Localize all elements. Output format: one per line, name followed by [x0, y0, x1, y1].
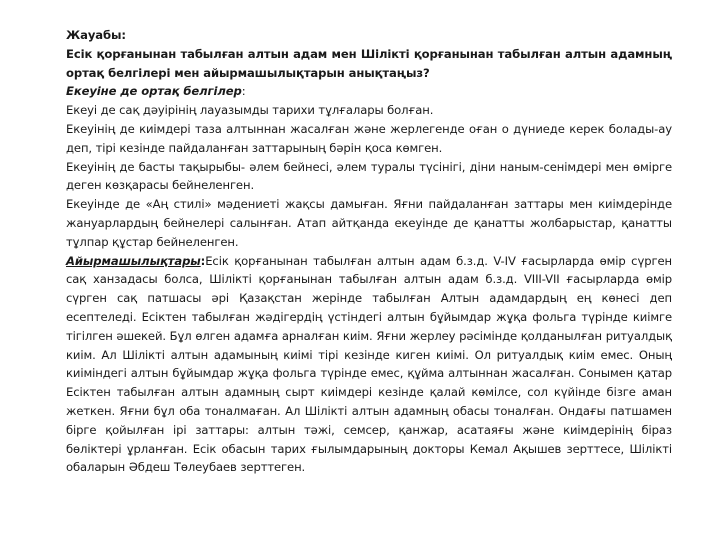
document-page — [66, 26, 672, 477]
common-heading-line — [66, 82, 672, 101]
common-paragraph: Екеуінде де «Аң стилі» мәдениеті жақсы дамыған. Яғни пайдаланған заттары мен киімдерінде жануарлардың бейнелері салынған. Атап айтқанда екеуінде де қанатты жолбарыстар, қанатты тұлпар құстар бейнеленген. — [66, 197, 672, 249]
differences-heading-colon: : — [200, 253, 206, 268]
question: Есік қорғанынан табылған алтын адам мен Шілікті қорғанынан табылған алтын адамның ортақ белгілері мен айырмашылықтарын анықтаңыз? — [66, 46, 672, 80]
answer-label: Жауабы: — [66, 28, 126, 42]
common-paragraph: Екеуінің де киімдері таза алтыннан жасалған және жерлегенде оған о дүниеде керек болады-ау деп, тірі кезінде пайдаланған заттарының бәрін қоса көмген. — [66, 121, 672, 155]
differences-paragraph — [66, 252, 672, 478]
common-heading-colon: : — [241, 84, 246, 99]
common-paragraph: Екеуі де сақ дәуірінің лауазымды тарихи тұлғалары болған. — [66, 103, 434, 118]
differences-heading: Айырмашылықтары — [66, 253, 201, 268]
differences-text: Есік қорғанынан табылған алтын адам б.з.д. V-IV ғасырларда өмір сүрген сақ ханзадасы болса, Шілікті қорғанынан табылған алтын адам б.з.д. VIII-VII ғасырларда өмір сүрген сақ патшасы әрі Қазақстан жерінде табылған Алтын адамдардың ең көнесі деп есептеледі. Есіктен табылған жәдігердің үстіндегі алтын бұйымдар жұқа фольга түрінде киімге тігілген әшекей. Бұл өлген адамға арналған киім. Яғни жерлеу рәсімінде қолданылған ритуалдық киім. Ал Шілікті алтын адамының киімі тірі кезінде киген киімі. Ол ритуалдық киім емес. Оның киіміндегі алтын бұйымдар жұқа фольга түрінде емес, құйма алтыннан жасалған. Сонымен қатар Есіктен табылған алтын адамның сырт киімдері кезінде қалай көмілсе, сол күйінде бізге аман жеткен. Яғни бұл оба тоналмаған. Ал Шілікті алтын адамның обасы тоналған. Ондағы патшамен бірге қойылған ірі заттары: алтын тәжі, семсер, қанжар, асатаяғы және киімдерінің біраз бөліктері ұрланған. Есік обасын тарих ғылымдарының докторы Кемал Ақышев зерттесе, Шілікті обаларын Әбдеш Төлеубаев зерттеген. — [66, 253, 672, 475]
common-heading: Екеуіне де ортақ белгілер — [66, 84, 242, 99]
common-paragraph: Екеуінің де басты тақырыбы- әлем бейнесі, әлем туралы түсінігі, діни наным-сенімдері мен өмірге деген көзқарасы бейнеленген. — [66, 159, 672, 193]
